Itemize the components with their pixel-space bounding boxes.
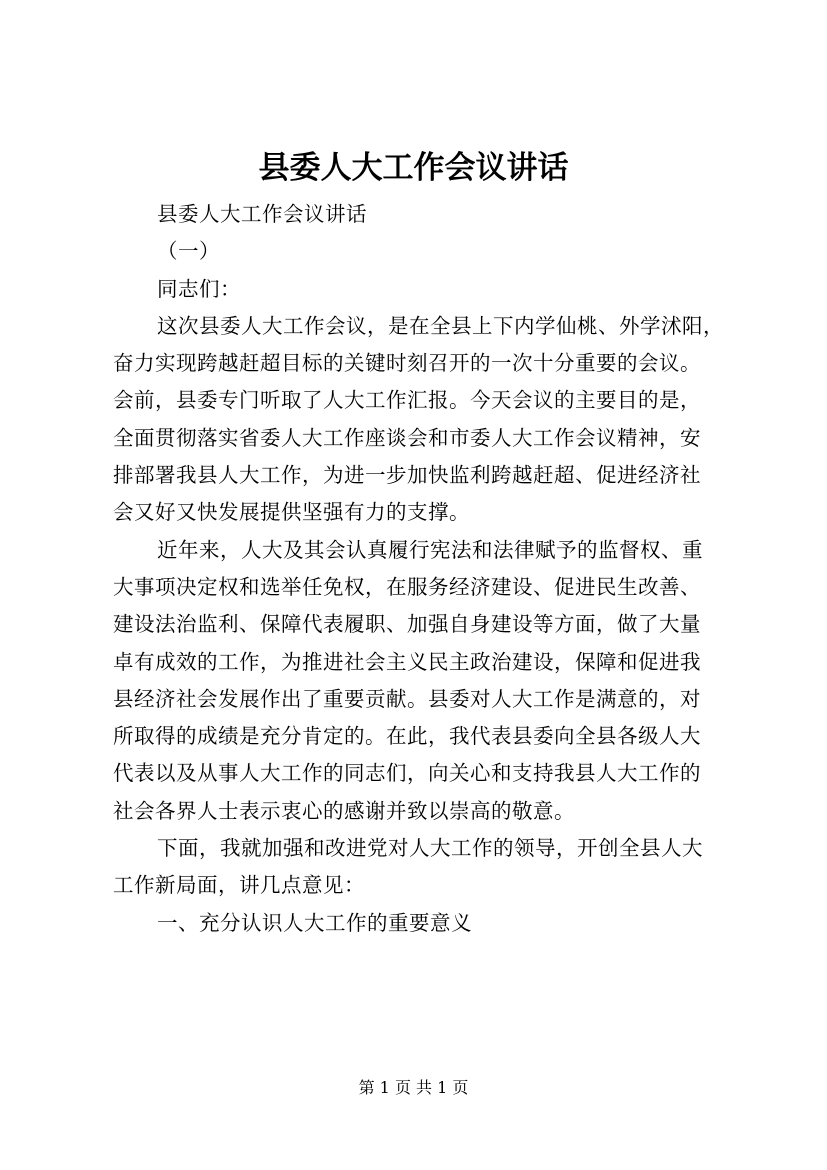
- text-line: 同志们：: [157, 276, 241, 301]
- text-line: 县委人大工作会议讲话: [157, 202, 367, 226]
- text-line: 所取得的成绩是充分肯定的。在此，我代表县委向全县各级人大: [113, 724, 701, 749]
- document-body: [113, 196, 749, 942]
- page-footer: 第 1 页 共 1 页: [358, 1078, 469, 1097]
- text-line: 县经济社会发展作出了重要贡献。县委对人大工作是满意的，对: [113, 686, 701, 711]
- text-line: 排部署我县人大工作，为进一步加快监利跨越赶超、促进经济社: [113, 463, 701, 488]
- text-line: 会前，县委专门听取了人大工作汇报。今天会议的主要目的是，: [113, 388, 701, 413]
- text-line: 奋力实现跨越赶超目标的关键时刻召开的一次十分重要的会议。: [113, 351, 701, 376]
- text-line: （一）: [157, 239, 220, 264]
- text-line: 工作新局面，讲几点意见：: [113, 873, 365, 898]
- text-line: 下面，我就加强和改进党对人大工作的领导，开创全县人大: [157, 836, 703, 861]
- text-line: 代表以及从事人大工作的同志们，向关心和支持我县人大工作的: [113, 761, 701, 786]
- text-line: 会又好又快发展提供坚强有力的支撑。: [113, 500, 470, 525]
- text-line: 这次县委人大工作会议，是在全县上下内学仙桃、外学沭阳，: [157, 313, 724, 338]
- text-line: 卓有成效的工作，为推进社会主义民主政治建设，保障和促进我: [113, 649, 701, 674]
- text-line: 大事项决定权和选举任免权，在服务经济建设、促进民生改善、: [113, 574, 701, 599]
- text-line: 近年来，人大及其会认真履行宪法和法律赋予的监督权、重: [157, 537, 703, 562]
- text-line: 一、充分认识人大工作的重要意义: [157, 910, 472, 935]
- text-line: 建设法治监利、保障代表履职、加强自身建设等方面，做了大量: [113, 612, 701, 637]
- text-line: 社会各界人士表示衷心的感谢并致以崇高的敬意。: [113, 798, 575, 823]
- document-title: 县委人大工作会议讲话: [258, 150, 569, 186]
- text-line: 全面贯彻落实省委人大工作座谈会和市委人大工作会议精神，安: [113, 425, 701, 450]
